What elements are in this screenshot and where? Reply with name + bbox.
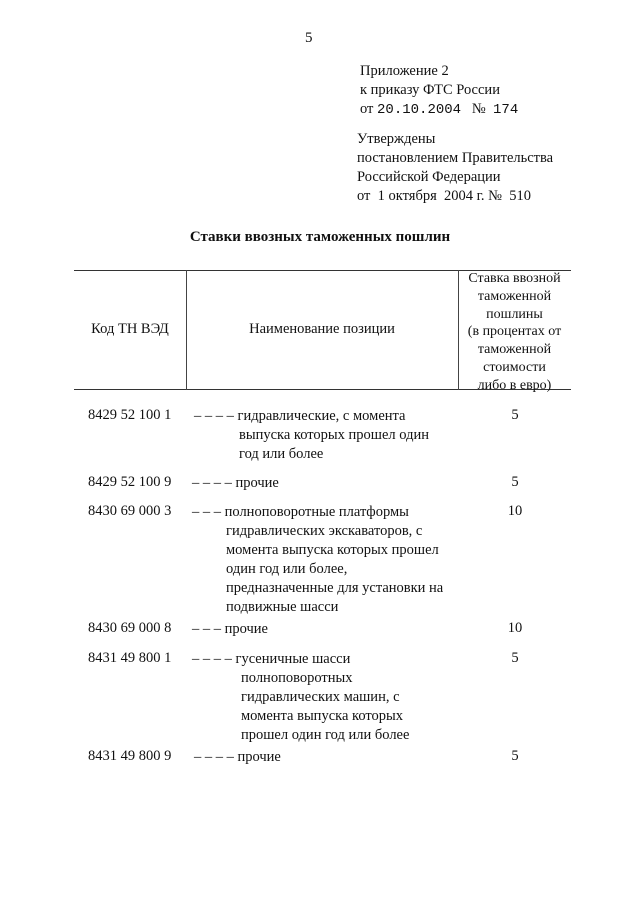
row-desc-line: подвижные шасси — [226, 599, 339, 615]
header-rate-line: таможенной — [477, 288, 552, 304]
row-dash: – – – – — [194, 408, 234, 424]
row-rate: 5 — [511, 474, 519, 490]
annex-number: 174 — [493, 102, 519, 118]
row-description — [192, 620, 268, 639]
header-rate-line: пошлины — [486, 306, 543, 322]
row-desc-line: момента выпуска которых прошел — [226, 542, 439, 558]
annex-line-1: Приложение 2 — [360, 63, 449, 79]
approval-line-1: Утверждены — [357, 131, 436, 147]
row-desc-line: гидравлических экскаваторов, с — [226, 523, 423, 539]
row-code: 8429 52 100 1 — [88, 407, 172, 423]
row-desc-line: момента выпуска которых — [241, 708, 404, 724]
header-code: Код ТН ВЭД — [91, 321, 169, 337]
row-dash: – – – — [192, 504, 221, 520]
row-description — [194, 407, 429, 464]
row-dash: – – – – — [192, 475, 232, 491]
row-dash: – – – – — [192, 651, 232, 667]
row-dash: – – – – — [194, 749, 234, 765]
approval-line-3: Российской Федерации — [357, 169, 501, 185]
row-description — [194, 748, 281, 767]
row-code: 8431 49 800 9 — [88, 748, 172, 764]
approval-block — [357, 130, 553, 206]
row-desc-line: прочие — [235, 475, 279, 491]
annex-line-3 — [360, 100, 518, 120]
row-desc-line: полноповоротных — [241, 670, 353, 686]
row-dash: – – – — [192, 621, 221, 637]
row-rate: 5 — [511, 407, 519, 423]
row-description — [192, 503, 443, 617]
row-desc-line: один год или более, — [226, 561, 348, 577]
row-code: 8430 69 000 8 — [88, 620, 172, 636]
row-desc-line: гидравлических машин, с — [241, 689, 400, 705]
header-rate-line: стоимости — [483, 359, 546, 375]
row-description — [192, 650, 409, 745]
document-title: Ставки ввозных таможенных пошлин — [189, 229, 451, 245]
row-desc-line: предназначенные для установки на — [226, 580, 444, 596]
annex-number-sign: № — [471, 101, 486, 117]
header-rate-line: либо в евро) — [477, 377, 552, 393]
row-desc-line: прошел один год или более — [241, 727, 410, 743]
row-description — [192, 474, 279, 493]
row-code: 8429 52 100 9 — [88, 474, 172, 490]
row-rate: 10 — [507, 503, 523, 519]
header-name: Наименование позиции — [249, 321, 395, 337]
approval-line-4: от 1 октября 2004 г. № 510 — [357, 188, 532, 204]
page-number: 5 — [305, 30, 313, 46]
annex-line-2: к приказу ФТС России — [360, 82, 500, 98]
row-rate: 10 — [507, 620, 523, 636]
header-rate — [458, 270, 571, 395]
row-code: 8430 69 000 3 — [88, 503, 172, 519]
row-desc-line: полноповоротные платформы — [224, 504, 409, 520]
row-rate: 5 — [511, 748, 519, 764]
annex-header — [360, 62, 518, 120]
row-desc-line: гусеничные шасси — [235, 651, 351, 667]
row-code: 8431 49 800 1 — [88, 650, 172, 666]
row-desc-line: год или более — [239, 446, 324, 462]
row-desc-line: выпуска которых прошел один — [239, 427, 430, 443]
row-desc-line: прочие — [237, 749, 281, 765]
row-rate: 5 — [511, 650, 519, 666]
annex-from: от — [360, 101, 374, 117]
row-desc-line: прочие — [224, 621, 268, 637]
header-rate-line: (в процентах от — [467, 324, 562, 340]
header-rate-line: таможенной — [477, 342, 552, 358]
approval-line-2: постановлением Правительства — [357, 150, 554, 166]
row-desc-line: гидравлические, с момента — [237, 408, 406, 424]
header-rate-line: Ставка ввозной — [468, 271, 561, 286]
annex-date: 20.10.2004 — [377, 102, 462, 118]
